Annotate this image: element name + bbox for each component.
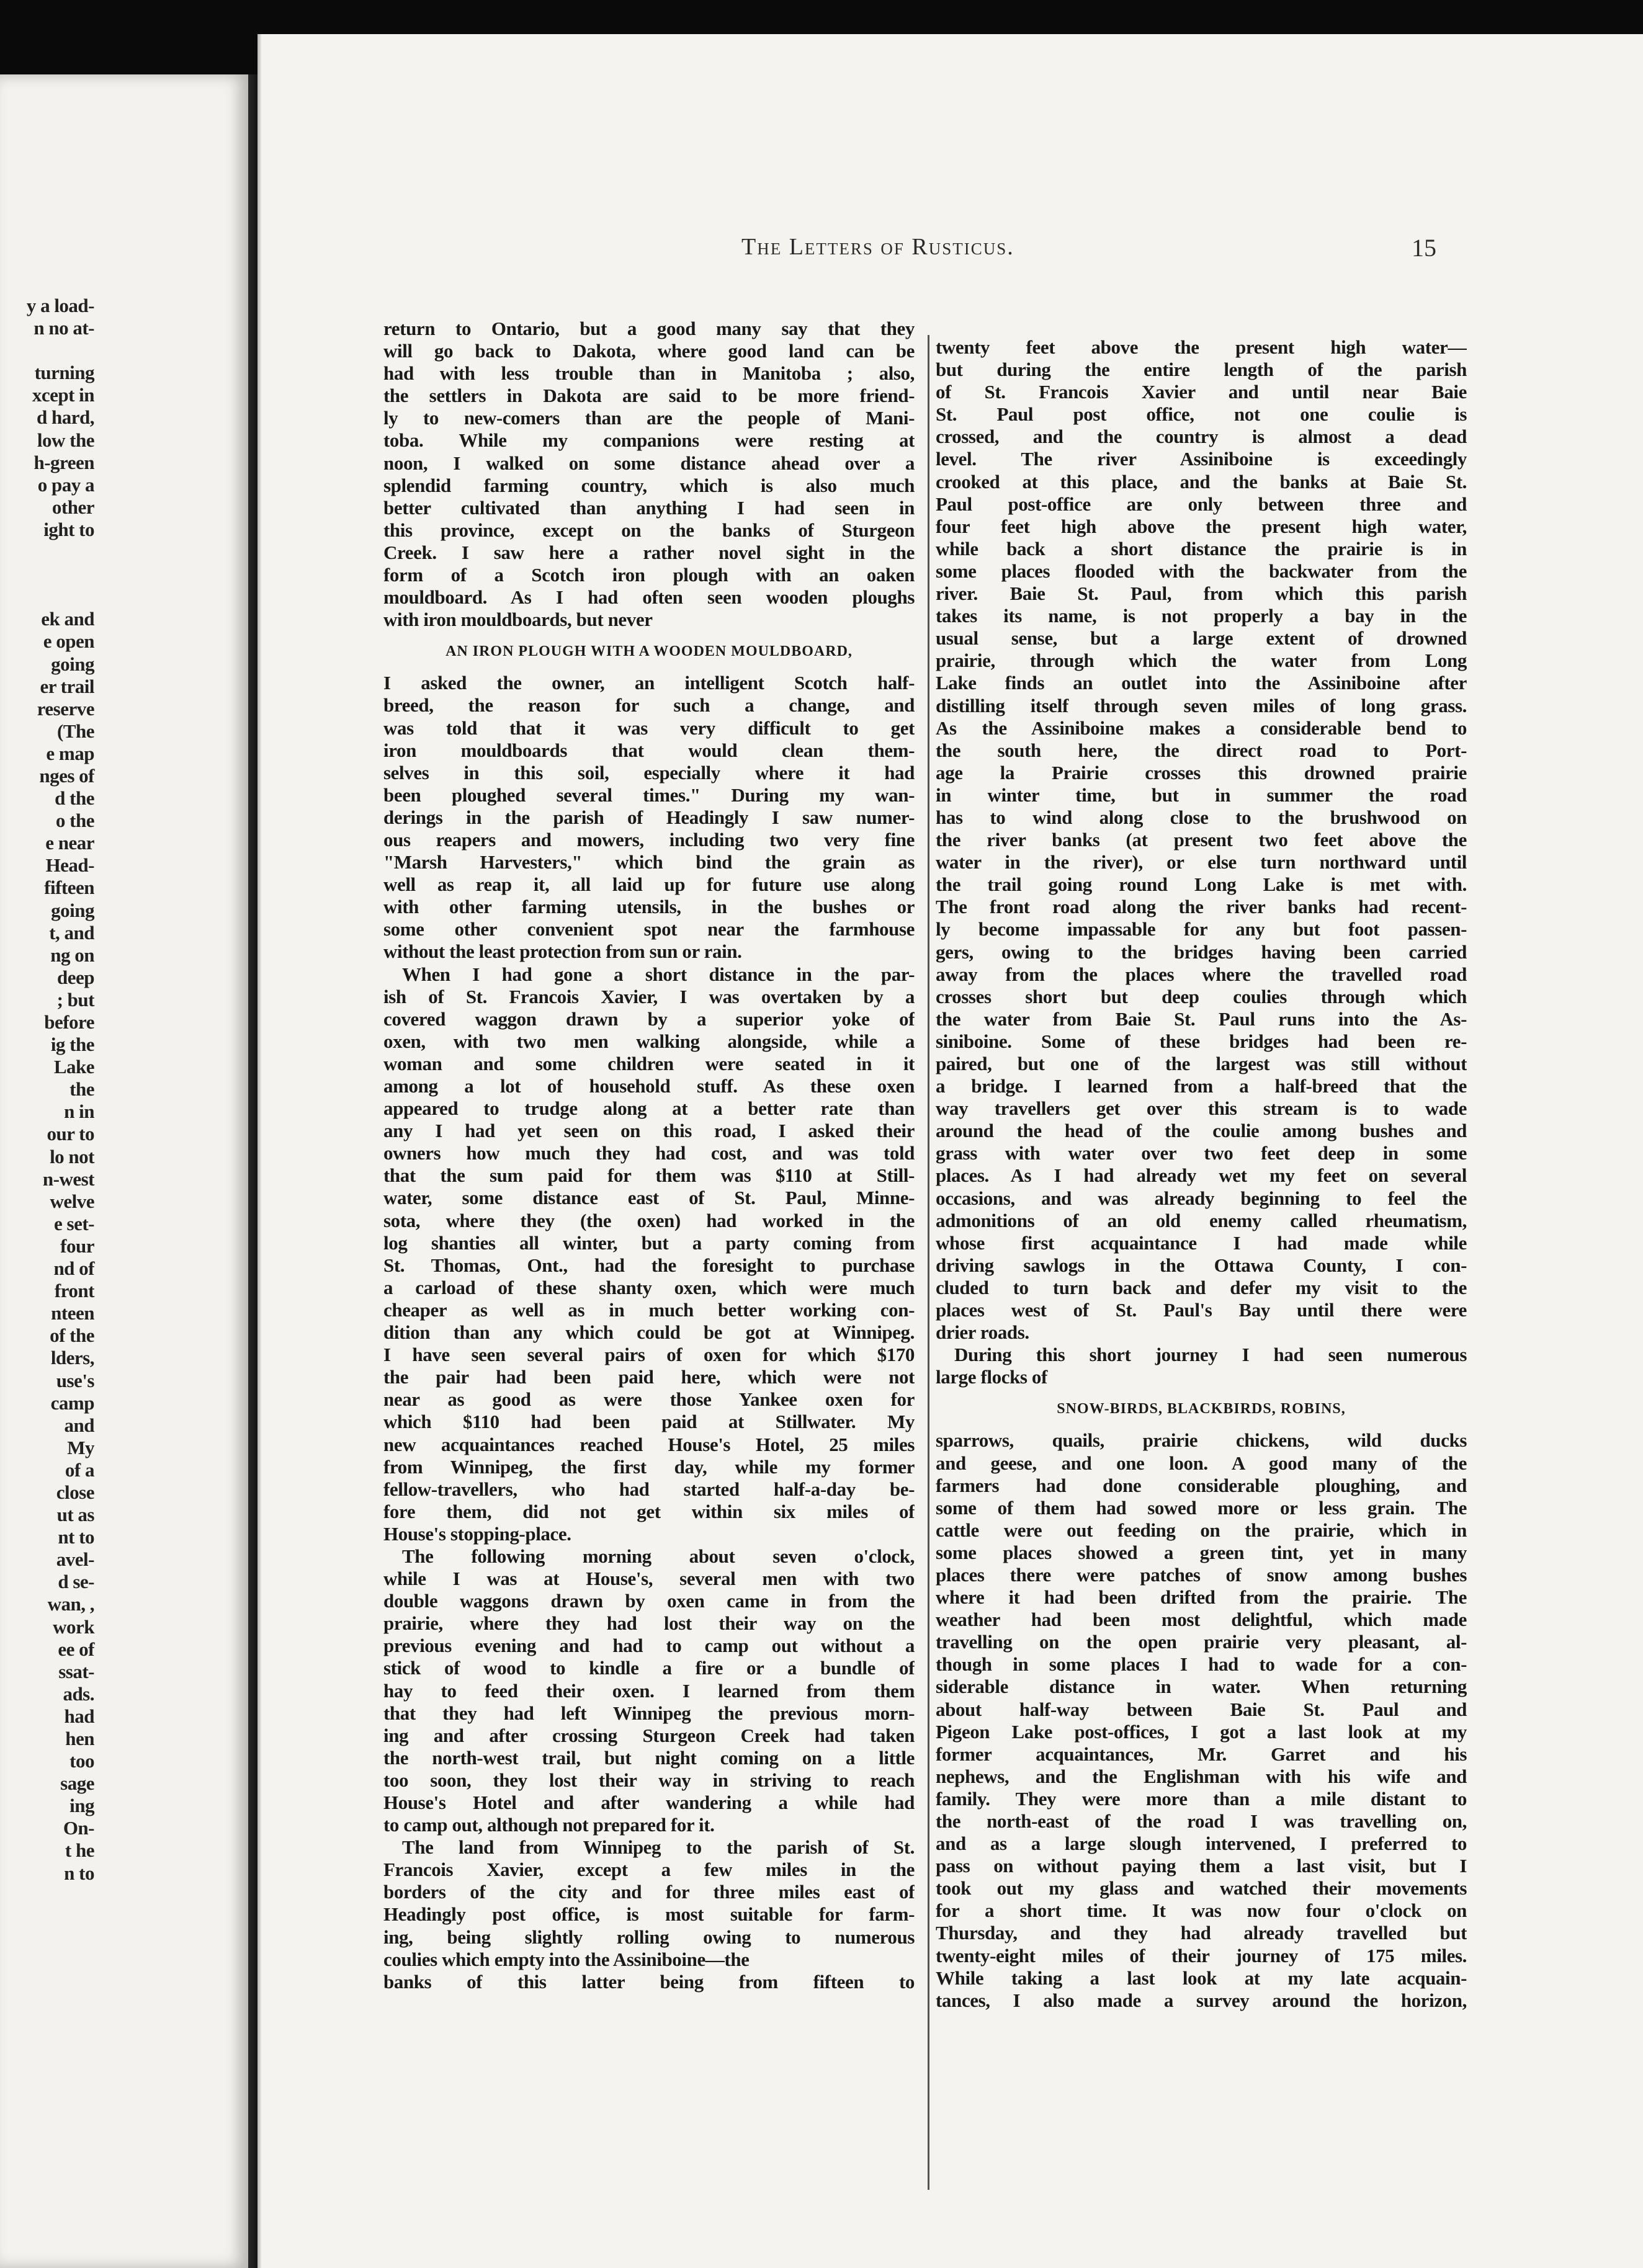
text-line: level. The river Assiniboine is exceedingly [936,448,1467,470]
text-line: Headingly post office, is most suitable for farm- [383,1903,915,1926]
left-page-fragment: of a [65,1458,94,1481]
left-page-fragment: o the [55,810,94,832]
text-line: distilling itself through seven miles of long grass. [936,694,1467,717]
text-line: ly to new-comers than are the people of Mani- [383,407,915,429]
text-line: usual sense, but a large extent of drowned [936,627,1467,650]
text-line: a bridge. I learned from a half-breed that the [936,1075,1467,1097]
text-line: toba. While my companions were resting at [383,429,915,452]
left-page-fragment: e set- [54,1212,94,1234]
text-line: double waggons drawn by oxen came in from the [383,1590,915,1612]
text-line: will go back to Dakota, where good land can be [383,340,915,362]
text-line: age la Prairie crosses this drowned prairie [936,761,1467,784]
text-line: which $110 had been paid at Stillwater. My [383,1411,915,1433]
text-line: for a short time. It was now four o'clock on [936,1900,1467,1922]
text-line: The front road along the river banks had recent- [936,896,1467,918]
text-line: crossed, and the country is almost a dead [936,426,1467,448]
text-line: oxen, with two men walking alongside, while a [383,1030,915,1052]
right-page [257,34,1643,2268]
text-line: House's Hotel and after wandering a while had [383,1792,915,1813]
text-line: takes its name, is not properly a bay in the [936,605,1467,627]
text-line: selves in this soil, especially where it had [383,761,915,784]
text-line: among a lot of household stuff. As these oxen [383,1075,915,1097]
text-line: ing, being slightly rolling owing to numerous [383,1926,915,1948]
text-line: cattle were out feeding on the prairie, which in [936,1519,1467,1541]
text-line: though in some places I had to wade for a con- [936,1653,1467,1676]
left-page-fragment: wan, , [47,1593,94,1615]
text-line: return to Ontario, but a good many say that they [383,318,915,339]
text-line: appeared to trudge along at a better rate than [383,1097,915,1120]
left-page-fragment: (The [57,720,94,742]
text-line: paired, but one of the largest was still without [936,1053,1467,1074]
text-line: water, some distance east of St. Paul, Minne- [383,1187,915,1209]
left-page-fragment: reserve [37,697,94,720]
text-line: places west of St. Paul's Bay until there were [936,1299,1467,1321]
running-head-title: The Letters of Rusticus. [741,234,1014,260]
text-line: while I was at House's, several men with two [383,1568,915,1590]
text-line: near as good as were those Yankee oxen for [383,1388,915,1411]
text-line: Francois Xavier, except a few miles in the [383,1859,915,1881]
text-line: and as a large slough intervened, I preferred to [936,1833,1467,1855]
left-page-fragment: h-green [34,451,94,473]
text-line: prairie, through which the water from Long [936,650,1467,672]
text-line: While taking a last look at my late acquain- [936,1967,1467,1989]
text-line: covered waggon drawn by a superior yoke of [383,1007,915,1030]
text-line: river. Baie St. Paul, from which this parish [936,583,1467,605]
left-page-fragment: nteen [51,1302,94,1324]
text-line: St. Paul post office, not one coulie is [936,403,1467,426]
text-line: fellow-travellers, who had started half-a-day be- [383,1478,915,1500]
left-page-fragment: Lake [53,1056,94,1078]
text-line: where it had been drifted from the prairie. The [936,1586,1467,1609]
text-line: The following morning about seven o'clock, [402,1545,915,1567]
text-line: whose first acquaintance I had made while [936,1231,1467,1254]
text-line: form of a Scotch iron plough with an oaken [383,564,915,586]
left-page-fragment: d se- [58,1571,94,1593]
column-2-paragraphs-b [936,1429,1467,2011]
text-line: "Marsh Harvesters," which bind the grain as [383,851,915,873]
left-page-fragment: low the [37,429,94,451]
text-line: away from the places where the travelled road [936,963,1467,985]
left-page-fragment: d hard, [37,406,94,429]
column-1-subheading: AN IRON PLOUGH WITH A WOODEN MOULDBOARD, [445,643,853,660]
text-line: the river banks (at present two feet above the [936,829,1467,851]
left-page-fragment: work [53,1615,94,1638]
text-column-1 [383,318,915,1993]
left-page-fragment: going [51,653,94,675]
text-line: without the least protection from sun or rain. [383,940,742,963]
left-page-fragment: ight to [43,518,94,540]
text-line: around the head of the coulie among bushes and [936,1120,1467,1142]
left-page-fragment: ing [69,1795,94,1817]
text-line: drier roads. [936,1321,1029,1344]
left-page-fragment [0,586,94,608]
text-line: banks of this latter being from fifteen to [383,1970,915,1993]
text-line: had with less trouble than in Manitoba ; also, [383,362,915,385]
left-page-fragment: before [44,1011,94,1033]
text-line: former acquaintances, Mr. Garret and his [936,1743,1467,1765]
left-page-fragment: close [56,1481,94,1503]
text-line: any I had yet seen on this road, I asked their [383,1120,915,1142]
text-line: As the Assiniboine makes a considerable bend to [936,717,1467,739]
left-page-fragment [0,563,94,586]
text-line: to camp out, although not prepared for it. [383,1814,715,1836]
left-page-fragment: other [51,496,94,518]
left-page-fragment: ee of [58,1638,94,1660]
text-line: siderable distance in water. When returning [936,1676,1467,1698]
left-page-fragment: lders, [50,1347,94,1369]
left-page-fragment: n to [64,1862,94,1884]
left-page-text-fragments [0,295,94,1885]
text-line: When I had gone a short distance in the par- [402,963,915,985]
text-line: twenty-eight miles of their journey of 175 miles. [936,1944,1467,1967]
text-line: too soon, they lost their way in striving to reach [383,1769,915,1791]
text-line: ly become impassable for any but foot passen- [936,918,1467,940]
left-page-fragment: too [69,1750,94,1772]
text-line: pass on without paying them a last visit, but I [936,1855,1467,1877]
text-line: places. As I had already wet my feet on several [936,1164,1467,1187]
text-line: farmers had done considerable ploughing, and [936,1474,1467,1496]
left-page-fragment: use's [56,1369,94,1391]
text-line: woman and some children were seated in it [383,1052,915,1074]
left-facing-page [0,74,248,2268]
text-line: hay to feed their oxen. I learned from them [383,1679,915,1702]
text-line: The land from Winnipeg to the parish of St. [402,1836,915,1859]
text-line: the pair had been paid here, which were not [383,1366,915,1388]
left-page-fragment: ut as [56,1504,94,1526]
text-line: but during the entire length of the parish [936,359,1467,381]
text-line: new acquaintances reached House's Hotel, 25 miles [383,1433,915,1455]
text-line: I have seen several pairs of oxen for which $170 [383,1344,915,1366]
left-page-fragment: welve [50,1190,94,1212]
text-line: four feet high above the present high water, [936,515,1467,537]
text-line: gers, owing to the bridges having been carried [936,940,1467,963]
text-line: from Winnipeg, the first day, while my former [383,1455,915,1478]
left-page-fragment: of the [50,1324,94,1347]
text-line: log shanties all winter, but a party coming from [383,1231,915,1254]
text-line: while back a short distance the prairie is in [936,537,1467,560]
page-edge [257,34,261,2268]
text-line: siniboine. Some of these bridges had been re- [936,1030,1467,1052]
text-line: twenty feet above the present high water— [936,336,1467,358]
text-line: St. Thomas, Ont., had the foresight to purchase [383,1254,915,1276]
text-line: took out my glass and watched their movements [936,1877,1467,1900]
text-line: borders of the city and for three miles east of [383,1881,915,1903]
left-page-fragment [0,541,94,563]
text-line: been ploughed several times." During my wan- [383,784,915,806]
text-line: that the sum paid for them was $110 at Still- [383,1164,915,1187]
text-line: large flocks of [936,1366,1047,1388]
left-page-fragment: On- [63,1817,94,1839]
text-line: cluded to turn back and defer my visit to the [936,1276,1467,1298]
left-page-fragment: fifteen [44,877,94,899]
left-page-fragment: t, and [49,921,94,944]
text-line: some other convenient spot near the farmhouse [383,918,915,940]
text-line: derings in the parish of Headingly I saw numer- [383,806,915,828]
text-line: splendid farming country, which is also much [383,474,915,496]
left-page-fragment [0,339,94,362]
text-line: dition than any which could be got at Winnipeg. [383,1321,915,1344]
text-line: family. They were more than a mile distant to [936,1787,1467,1810]
left-page-fragment: ads. [63,1682,94,1705]
text-line: and geese, and one loon. A good many of the [936,1452,1467,1474]
left-page-fragment: nt to [58,1526,94,1548]
text-line: ous reapers and mowers, including two very fine [383,828,915,850]
text-line: with iron mouldboards, but never [383,609,653,631]
text-line: Creek. I saw here a rather novel sight in the [383,541,915,563]
text-line: stick of wood to kindle a fire or a bundle of [383,1657,915,1679]
text-line: cheaper as well as in much better working con- [383,1298,915,1321]
text-line: better cultivated than anything I had seen in [383,496,915,519]
text-line: the north-east of the road I was travelling on, [936,1810,1467,1832]
text-line: coulies which empty into the Assiniboine—the [383,1948,750,1970]
page-number: 15 [1412,234,1436,262]
left-page-fragment: going [51,899,94,921]
left-page-fragment: avel- [56,1548,94,1571]
text-line: Paul post-office are only between three and [936,493,1467,515]
left-page-fragment: e map [46,742,94,764]
left-page-fragment: ek and [41,608,94,630]
left-page-fragment: four [60,1234,94,1257]
text-line: previous evening and had to camp out without a [383,1635,915,1657]
text-line: admonitions of an old enemy called rheumatism, [936,1209,1467,1231]
left-page-fragment: ng on [50,944,94,966]
left-page-fragment: hen [65,1728,94,1749]
text-line: House's stopping-place. [383,1522,571,1545]
text-line: owners how much they had cost, and was told [383,1142,915,1164]
text-line: Thursday, and they had already travelled but [936,1922,1467,1944]
left-page-fragment: and [64,1414,94,1436]
left-page-fragment: nd of [53,1257,94,1280]
left-page-fragment: had [64,1705,94,1727]
column-1-paragraphs-a [383,318,915,631]
left-page-fragment: My [67,1436,94,1458]
text-line: the settlers in Dakota are said to be more friend- [383,385,915,407]
text-line: the trail going round Long Lake is met with. [936,873,1467,896]
text-line: was told that it was very difficult to get [383,717,915,739]
text-line: the north-west trail, but night coming on a little [383,1746,915,1769]
left-page-fragment: n no at- [34,317,94,339]
text-line: ish of St. Francois Xavier, I was overtaken by a [383,985,915,1007]
text-line: that they had left Winnipeg the previous morn- [383,1702,915,1724]
left-page-fragment: lo not [50,1145,94,1167]
left-page-fragment: t he [65,1839,94,1862]
left-page-fragment: turning [34,362,94,384]
left-page-fragment: d the [55,787,94,810]
text-line: travelling on the open prairie very pleasant, al- [936,1631,1467,1653]
column-1-paragraphs-b [383,672,915,1993]
left-page-fragment: ssat- [58,1660,94,1682]
text-line: a carload of these shanty oxen, which were much [383,1276,915,1298]
left-page-fragment: ig the [50,1034,94,1056]
text-line: tances, I also made a survey around the horizon, [936,1989,1467,2011]
text-line: the south here, the direct road to Port- [936,739,1467,761]
text-line: Lake finds an outlet into the Assiniboine after [936,672,1467,694]
left-page-fragment: Head- [45,854,94,877]
column-2-paragraphs-a [936,336,1467,1388]
left-page-fragment: n in [64,1101,94,1123]
text-line: breed, the reason for such a change, and [383,694,915,717]
text-line: way travellers get over this stream is to wade [936,1097,1467,1120]
text-line: in winter time, but in summer the road [936,784,1467,806]
column-2-subheading: SNOW-BIRDS, BLACKBIRDS, ROBINS, [1057,1401,1346,1418]
text-line: nephews, and the Englishman with his wife and [936,1765,1467,1787]
left-page-fragment: front [54,1280,94,1302]
text-line: occasions, and was already beginning to feel the [936,1187,1467,1209]
left-page-fragment: e near [45,832,94,854]
text-line: sota, where they (the oxen) had worked in the [383,1209,915,1231]
left-page-fragment: y a load- [26,295,94,316]
text-line: some of them had sowed more or less grain. The [936,1496,1467,1519]
text-line: well as reap it, all laid up for future use along [383,873,915,896]
text-line: some places flooded with the backwater from the [936,560,1467,582]
left-page-fragment: the [69,1078,94,1101]
running-head [741,233,1014,261]
text-line: the water from Baie St. Paul runs into the As- [936,1007,1467,1030]
text-line: prairie, where they had lost their way on the [383,1612,915,1635]
text-line: this province, except on the banks of Sturgeon [383,519,915,541]
text-line: water in the river), or else turn northward until [936,851,1467,873]
left-page-fragment: ; but [56,988,94,1011]
text-line: driving sawlogs in the Ottawa County, I con- [936,1254,1467,1276]
text-line: fore them, did not get within six miles of [383,1500,915,1522]
text-line: places there were patches of snow among bushes [936,1563,1467,1586]
left-page-fragment: our to [47,1123,94,1145]
text-column-2 [936,336,1467,2012]
text-line: Pigeon Lake post-offices, I got a last look at my [936,1720,1467,1743]
left-page-fragment: er trail [40,675,94,697]
column-rule [928,335,929,2190]
text-line: crooked at this place, and the banks at Baie St. [936,470,1467,493]
text-line: mouldboard. As I had often seen wooden ploughs [383,586,915,609]
left-page-fragment: n-west [42,1167,94,1190]
text-line: iron mouldboards that would clean them- [383,739,915,761]
text-line: During this short journey I had seen numerous [954,1344,1467,1366]
text-line: with other farming utensils, in the bushes or [383,896,915,918]
text-line: I asked the owner, an intelligent Scotch half- [383,672,915,694]
left-page-fragment: camp [50,1391,94,1414]
text-line: has to wind along close to the brushwood on [936,806,1467,828]
left-page-fragment: o pay a [37,473,94,496]
text-line: weather had been most delightful, which made [936,1609,1467,1631]
text-line: sparrows, quails, prairie chickens, wild ducks [936,1429,1467,1452]
left-page-fragment: sage [60,1772,94,1795]
text-line: of St. Francois Xavier and until near Baie [936,381,1467,403]
text-line: crosses short but deep coulies through which [936,985,1467,1007]
left-page-fragment: e open [43,630,94,653]
text-line: about half-way between Baie St. Paul and [936,1698,1467,1720]
text-line: grass with water over two feet deep in some [936,1142,1467,1164]
left-page-fragment: nges of [39,764,94,787]
left-page-fragment: deep [57,966,94,988]
text-line: ing and after crossing Sturgeon Creek had taken [383,1724,915,1746]
text-line: noon, I walked on some distance ahead over a [383,452,915,474]
text-line: some places showed a green tint, yet in many [936,1541,1467,1563]
left-page-fragment: xcept in [32,384,94,406]
